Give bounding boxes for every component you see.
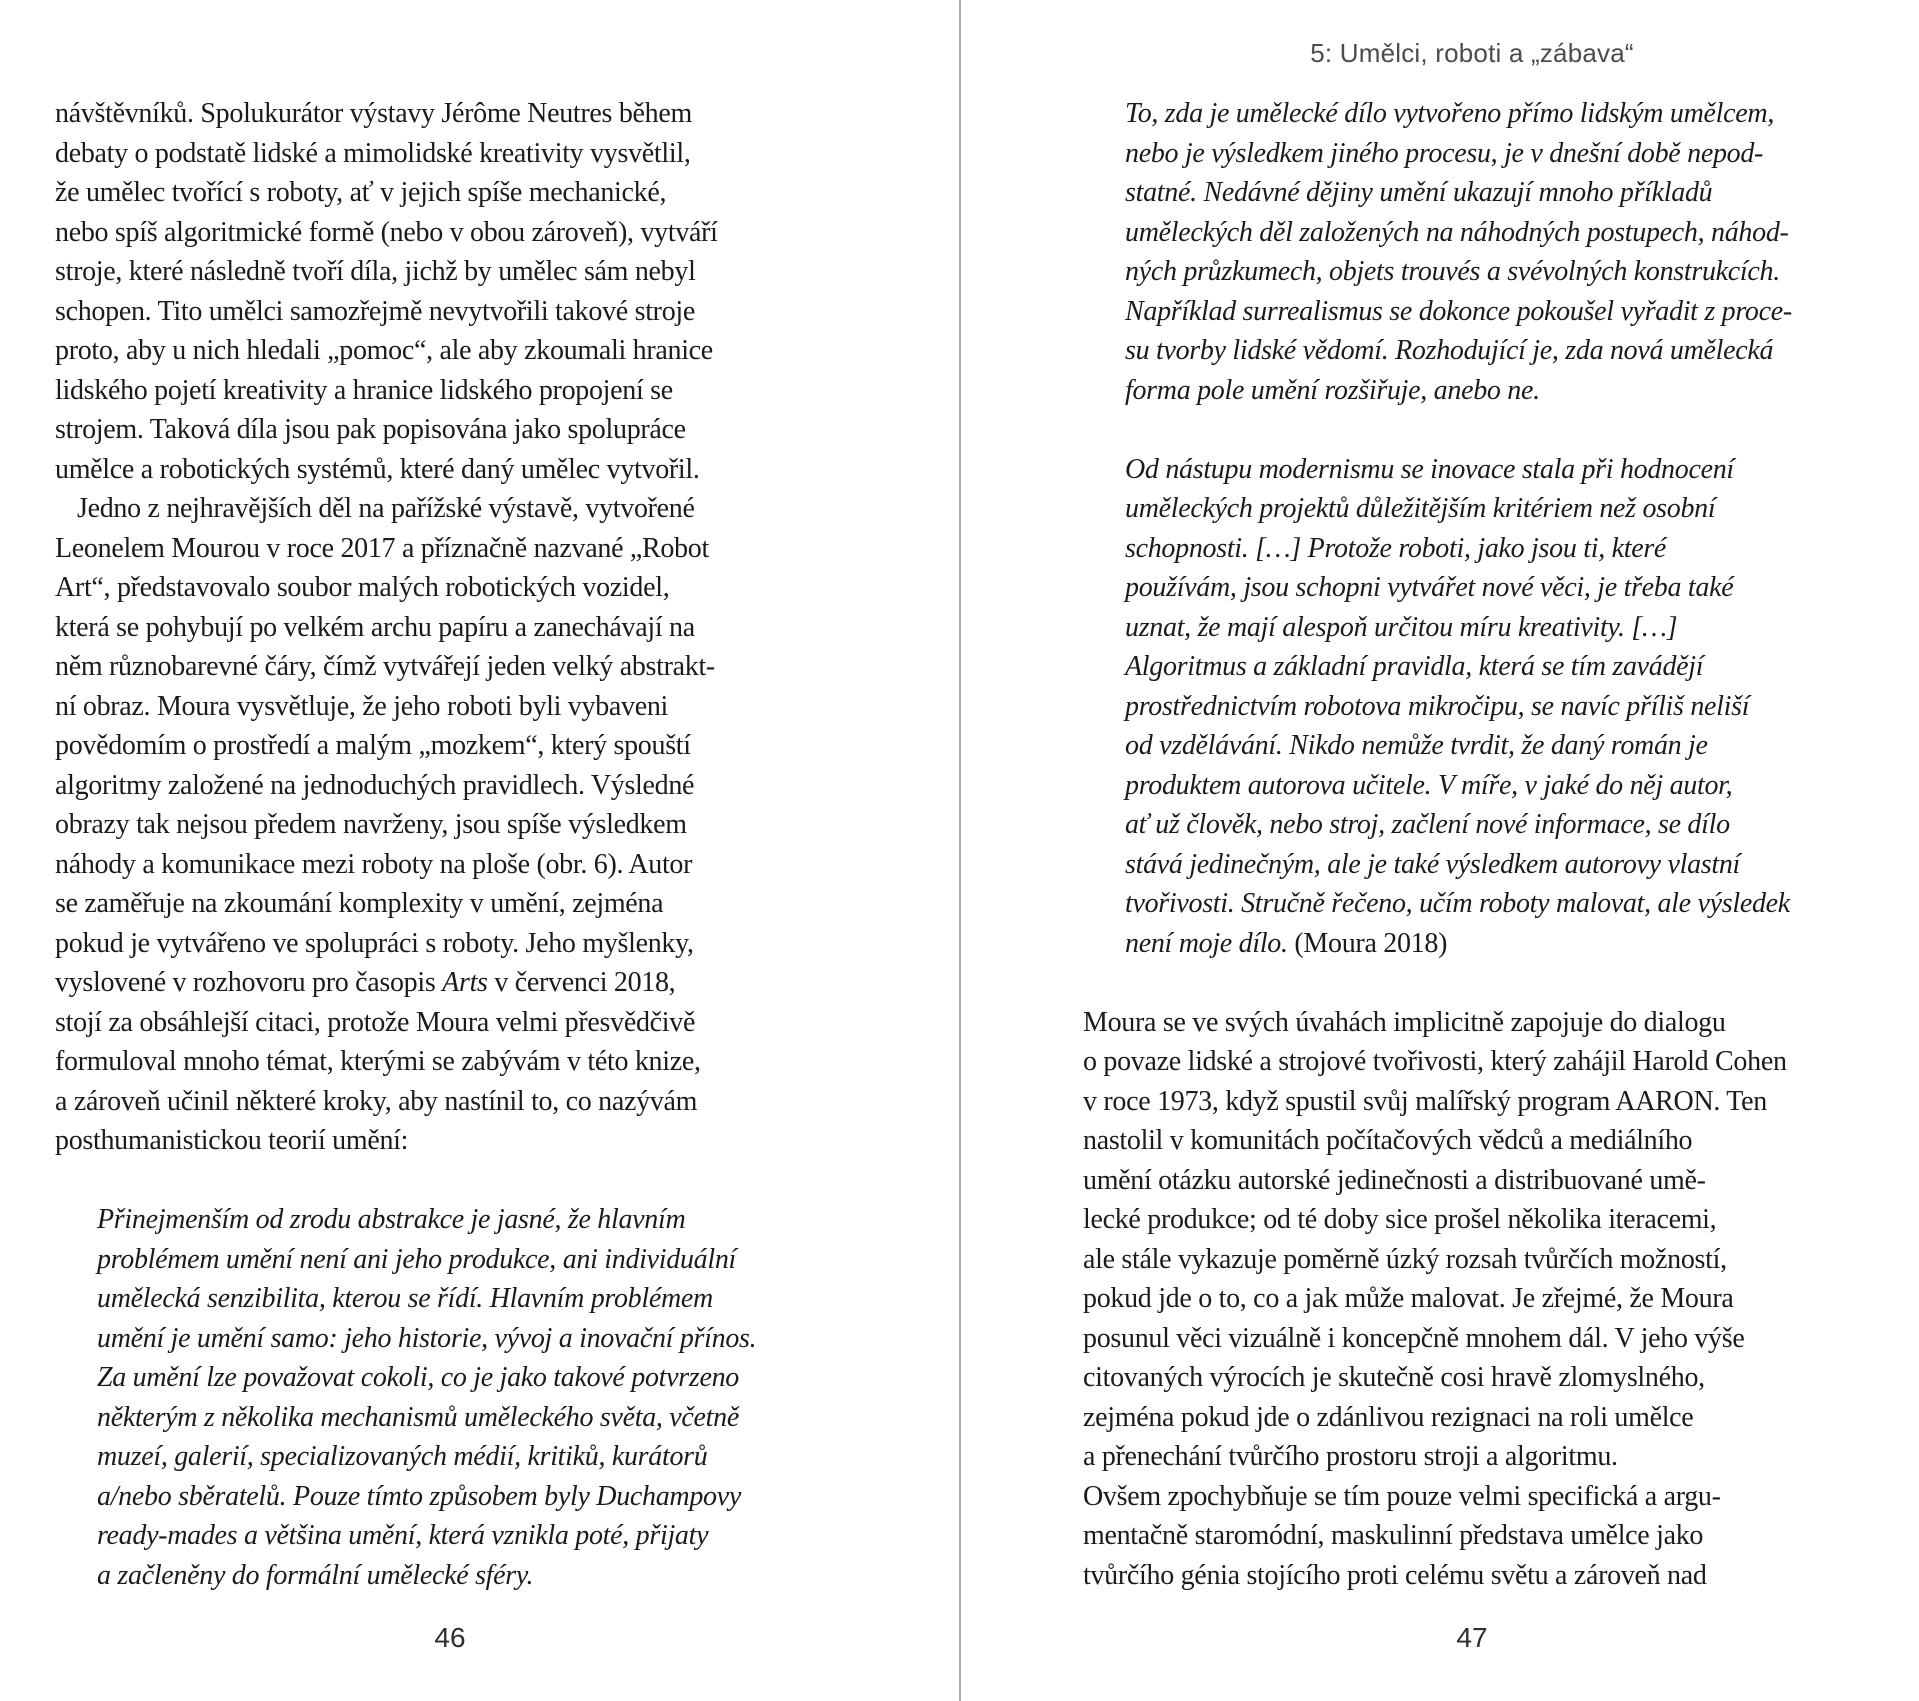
page-number-right: 47 (1456, 1622, 1488, 1653)
text-line: Art“, představovalo soubor malých robotických vozidel, (55, 572, 670, 603)
text-line: obrazy tak nejsou předem navrženy, jsou spíše výsledkem (55, 809, 687, 840)
text-line (55, 963, 845, 1003)
text-line: nastolil v komunitách počítačových vědců a mediálního (1083, 1125, 1693, 1156)
text-line: su tvorby lidské vědomí. Rozhodující je, zda nová umělecká (1125, 335, 1774, 366)
text-line: uznat, že mají alespoň určitou míru kreativity. […] (1125, 611, 1678, 643)
plain-text: není moje dílo. (1125, 927, 1288, 959)
text-line: Za umění lze považovat cokoli, co je jako takové potvrzeno (97, 1362, 739, 1393)
text-line: Jedno z nejhravějších děl na pařížské výstavě, vytvořené (77, 493, 695, 524)
text-line: a začleněny do formální umělecké sféry. (97, 1559, 534, 1591)
text-line: náhody a komunikace mezi roboty na ploše (obr. 6). Autor (55, 848, 693, 880)
left-paragraph-robot-art (55, 489, 845, 1161)
text-line: produktem autorova učitele. V míře, v jaké do něj autor, (1125, 769, 1733, 801)
right-page-text-column (1083, 94, 1861, 1595)
text-line: tvůrčího génia stojícího proti celému světu a zároveň nad (1083, 1559, 1707, 1591)
text-line: že umělec tvořící s roboty, ať v jejich spíše mechanické, (55, 177, 667, 208)
text-line: nebo spíš algoritmické formě (nebo v obou zároveň), vytváří (55, 216, 718, 248)
text-line: zejména pokud jde o zdánlivou rezignaci na roli umělce (1083, 1401, 1694, 1433)
text-line: schopen. Tito umělci samozřejmě nevytvořili takové stroje (55, 295, 695, 327)
text-line: ale stále vykazuje poměrně úzký rozsah tvůrčích možností, (1083, 1243, 1727, 1275)
text-line: ní obraz. Moura vysvětluje, že jeho roboti byli vybaveni (55, 690, 669, 722)
text-line: citovaných výrocích je skutečně cosi hravě zlomyslného, (1083, 1362, 1705, 1393)
text-line: používám, jsou schopni vytvářet nové věci, je třeba také (1125, 572, 1734, 603)
text-line: uměleckých děl založených na náhodných postupech, náhod- (1125, 216, 1789, 248)
text-line: nebo je výsledkem jiného procesu, je v dnešní době nepod- (1125, 137, 1764, 169)
text-line: něm různobarevné čáry, čímž vytvářejí jeden velký abstrakt- (55, 651, 715, 682)
text-line (1125, 924, 1861, 964)
text-line: tvořivosti. Stručně řečeno, učím roboty malovat, ale výsledek (1125, 888, 1790, 919)
text-line: debaty o podstatě lidské a mimolidské kreativity vysvětlil, (55, 137, 691, 169)
text-line: problémem umění není ani jeho produkce, ani individuální (97, 1243, 736, 1275)
text-line: Od nástupu modernismu se inovace stala při hodnocení (1125, 453, 1734, 485)
text-line: forma pole umění rozšiřuje, anebo ne. (1125, 374, 1540, 406)
text-line: lidského pojetí kreativity a hranice lidského propojení se (55, 374, 673, 406)
text-line: umění je umění samo: jeho historie, vývoj a inovační přínos. (97, 1322, 757, 1354)
left-block-quote (97, 1200, 845, 1595)
text-line: proto, aby u nich hledali „pomoc“, ale aby zkoumali hranice (55, 335, 713, 366)
text-line: pokud jde o to, co a jak může malovat. Je zřejmé, že Moura (1083, 1283, 1734, 1314)
text-line: mentačně staromódní, maskulinní představa umělce jako (1083, 1520, 1704, 1551)
text-line: umění otázku autorské jedinečnosti a distribuované umě- (1083, 1164, 1706, 1196)
text-line: Přinejmenším od zrodu abstrakce je jasné, že hlavním (97, 1204, 686, 1235)
text-line: formuloval mnoho témat, kterými se zabývám v této knize, (55, 1046, 701, 1077)
text-line: a přenechání tvůrčího prostoru stroji a algoritmu. (1083, 1441, 1618, 1472)
text-line: stroje, které následně tvoří díla, jichž by umělec sám nebyl (55, 256, 696, 287)
left-paragraph-continuation (55, 94, 845, 489)
text-line: stojí za obsáhlejší citaci, protože Moura velmi přesvědčivě (55, 1006, 696, 1038)
plain-text: vyslovené v rozhovoru pro časopis (55, 967, 443, 998)
text-line: posthumanistickou teorií umění: (55, 1125, 409, 1156)
text-line: umělce a robotických systémů, které daný umělec vytvořil. (55, 453, 700, 485)
text-line: která se pohybují po velkém archu papíru a zanechávají na (55, 611, 695, 643)
text-line: a zároveň učinil některé kroky, aby nastínil to, co nazývám (55, 1085, 698, 1117)
text-line: ných průzkumech, objets trouvés a svévolných konstrukcích. (1125, 256, 1780, 287)
roman-text: (Moura 2018) (1287, 927, 1448, 959)
text-line: se zaměřuje na zkoumání komplexity v umění, zejména (55, 888, 664, 919)
text-line: návštěvníků. Spolukurátor výstavy Jérôme Neutres během (55, 98, 692, 129)
emphasized-text: Arts (442, 967, 488, 998)
text-line: schopnosti. […] Protože roboti, jako jsou ti, které (1125, 532, 1667, 564)
text-line: pokud je vytvářeno ve spolupráci s roboty. Jeho myšlenky, (55, 927, 694, 959)
left-page-text-column (55, 94, 845, 1595)
text-line: statné. Nedávné dějiny umění ukazují mnoho příkladů (1125, 177, 1713, 208)
text-line: stává jedinečným, ale je také výsledkem autorovy vlastní (1125, 848, 1741, 880)
right-block-quote-2 (1125, 450, 1861, 964)
text-line: Moura se ve svých úvahách implicitně zapojuje do dialogu (1083, 1006, 1726, 1038)
right-block-quote-1 (1125, 94, 1861, 410)
text-line: algoritmy založené na jednoduchých pravidlech. Výsledné (55, 769, 695, 801)
text-line: To, zda je umělecké dílo vytvořeno přímo lidským umělcem, (1125, 98, 1775, 129)
text-line: Algoritmus a základní pravidla, která se tím zavádějí (1125, 651, 1704, 682)
text-line: o povaze lidské a strojové tvořivosti, který zahájil Harold Cohen (1083, 1046, 1787, 1077)
page-number-left: 46 (434, 1622, 466, 1653)
text-line: umělecká senzibilita, kterou se řídí. Hlavním problémem (97, 1283, 713, 1314)
text-line: posunul věci vizuálně i koncepčně mnohem dál. V jeho výše (1083, 1322, 1745, 1354)
text-line: ať už člověk, nebo stroj, začlení nové informace, se dílo (1125, 809, 1730, 840)
text-line: povědomím o prostředí a malým „mozkem“, který spouští (55, 730, 691, 761)
text-line: Například surrealismus se dokonce pokoušel vyřadit z proce- (1125, 295, 1792, 327)
running-header: 5: Umělci, roboti a „zábava“ (1310, 38, 1634, 68)
plain-text: v červenci 2018, (487, 967, 676, 998)
right-paragraph-moura (1083, 1003, 1861, 1596)
page-divider (959, 0, 961, 1701)
text-line: lecké produkce; od té doby sice prošel několika iteracemi, (1083, 1204, 1717, 1235)
text-line: Ovšem zpochybňuje se tím pouze velmi specifická a argu- (1083, 1480, 1721, 1512)
text-line: některým z několika mechanismů uměleckého světa, včetně (97, 1401, 739, 1433)
text-line: a/nebo sběratelů. Pouze tímto způsobem byly Duchampovy (97, 1480, 742, 1512)
text-line: strojem. Taková díla jsou pak popisována jako spolupráce (55, 414, 686, 445)
text-line: ready-mades a většina umění, která vznikla poté, přijaty (97, 1520, 709, 1551)
text-line: Leonelem Mourou v roce 2017 a příznačně nazvané „Robot (55, 532, 709, 564)
text-line: v roce 1973, když spustil svůj malířský program AARON. Ten (1083, 1085, 1767, 1117)
text-line: od vzdělávání. Nikdo nemůže tvrdit, že daný román je (1125, 730, 1708, 761)
text-line: prostřednictvím robotova mikročipu, se navíc příliš neliší (1125, 690, 1750, 722)
text-line: uměleckých projektů důležitějším kritériem než osobní (1125, 493, 1716, 524)
text-line: muzeí, galerií, specializovaných médií, kritiků, kurátorů (97, 1441, 708, 1472)
